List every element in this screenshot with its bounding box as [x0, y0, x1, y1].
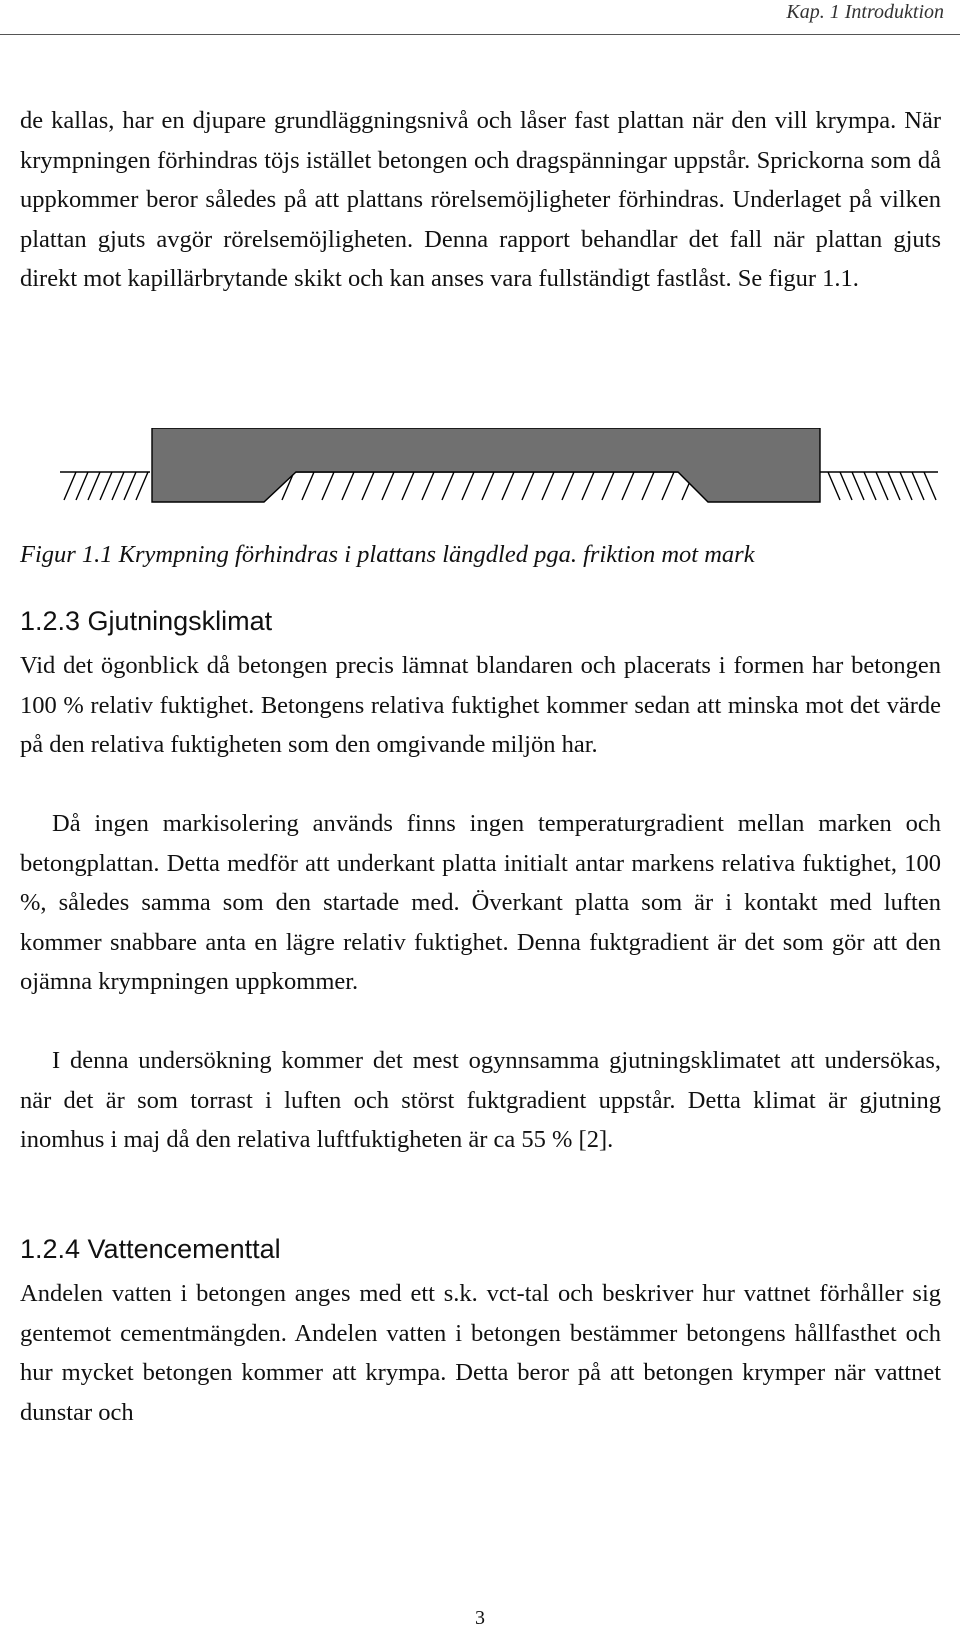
- running-header: [0, 0, 960, 35]
- section-heading-vattencementtal: 1.2.4 Vattencementtal: [20, 1234, 281, 1264]
- figure-slab-diagram: [60, 428, 940, 528]
- page-number: 3: [475, 1607, 485, 1629]
- ground-hatching-right: [820, 472, 938, 500]
- section-heading-gjutningsklimat: 1.2.3 Gjutningsklimat: [20, 606, 273, 636]
- figure-caption: Figur 1.1 Krympning förhindras i plattans längdled pga. friktion mot mark: [20, 541, 755, 568]
- ground-hatching-middle: [282, 472, 705, 500]
- ground-hatching-left: [60, 472, 150, 500]
- paragraph-gjutningsklimat-1: Vid det ögonblick då betongen precis lämnat blandaren och placerats i formen har betongen 100 % relativ fuktighet. Betongens relativa fuktighet kommer sedan att minska mot det värde på den relativa fuktigheten som den omgivande miljön har.: [20, 652, 941, 759]
- paragraph-vattencementtal-1: Andelen vatten i betongen anges med ett s.k. vct-tal och beskriver hur vattnet förhåller sig gentemot cementmängden. Andelen vatten i betongen bestämmer betongens hållfasthet och hur mycket betongen kommer att krympa. Detta beror på att betongen krymper när vattnet dunstar och: [20, 1280, 941, 1426]
- paragraph-gjutningsklimat-3: I denna undersökning kommer det mest ogynnsamma gjutningsklimatet att undersökas, när det är som torrast i luften och störst fuktgradient uppstår. Detta klimat är gjutning inomhus i maj då den relativa luftfuktigheten är ca 55 % [2].: [20, 1047, 941, 1154]
- paragraph-gjutningsklimat-2: Då ingen markisolering används finns ingen temperaturgradient mellan marken och betongplattan. Detta medför att underkant platta initialt antar markens relativa fuktighet, 100 %, således samma som den startade med. Överkant platta som är i kontakt med luften kommer snabbare anta en lägre relativ fuktighet. Denna fuktgradient är det som gör att den ojämna krympningen uppkommer.: [20, 810, 941, 996]
- intro-paragraph: de kallas, har en djupare grundläggningsnivå och låser fast plattan när den vill krympa. När krympningen förhindras töjs istället betongen och dragspänningar uppstår. Sprickorna som då uppkommer beror således på att plattans rörelsemöjligheter förhindras. Underlaget på vilken plattan gjuts avgör rörelsemöjligheten. Denna rapport behandlar det fall när plattan gjuts direkt mot kapillärbrytande skikt och kan anses vara fullständigt fastlåst. Se figur 1.1.: [20, 107, 941, 293]
- running-title: Kap. 1 Introduktion: [786, 1, 944, 23]
